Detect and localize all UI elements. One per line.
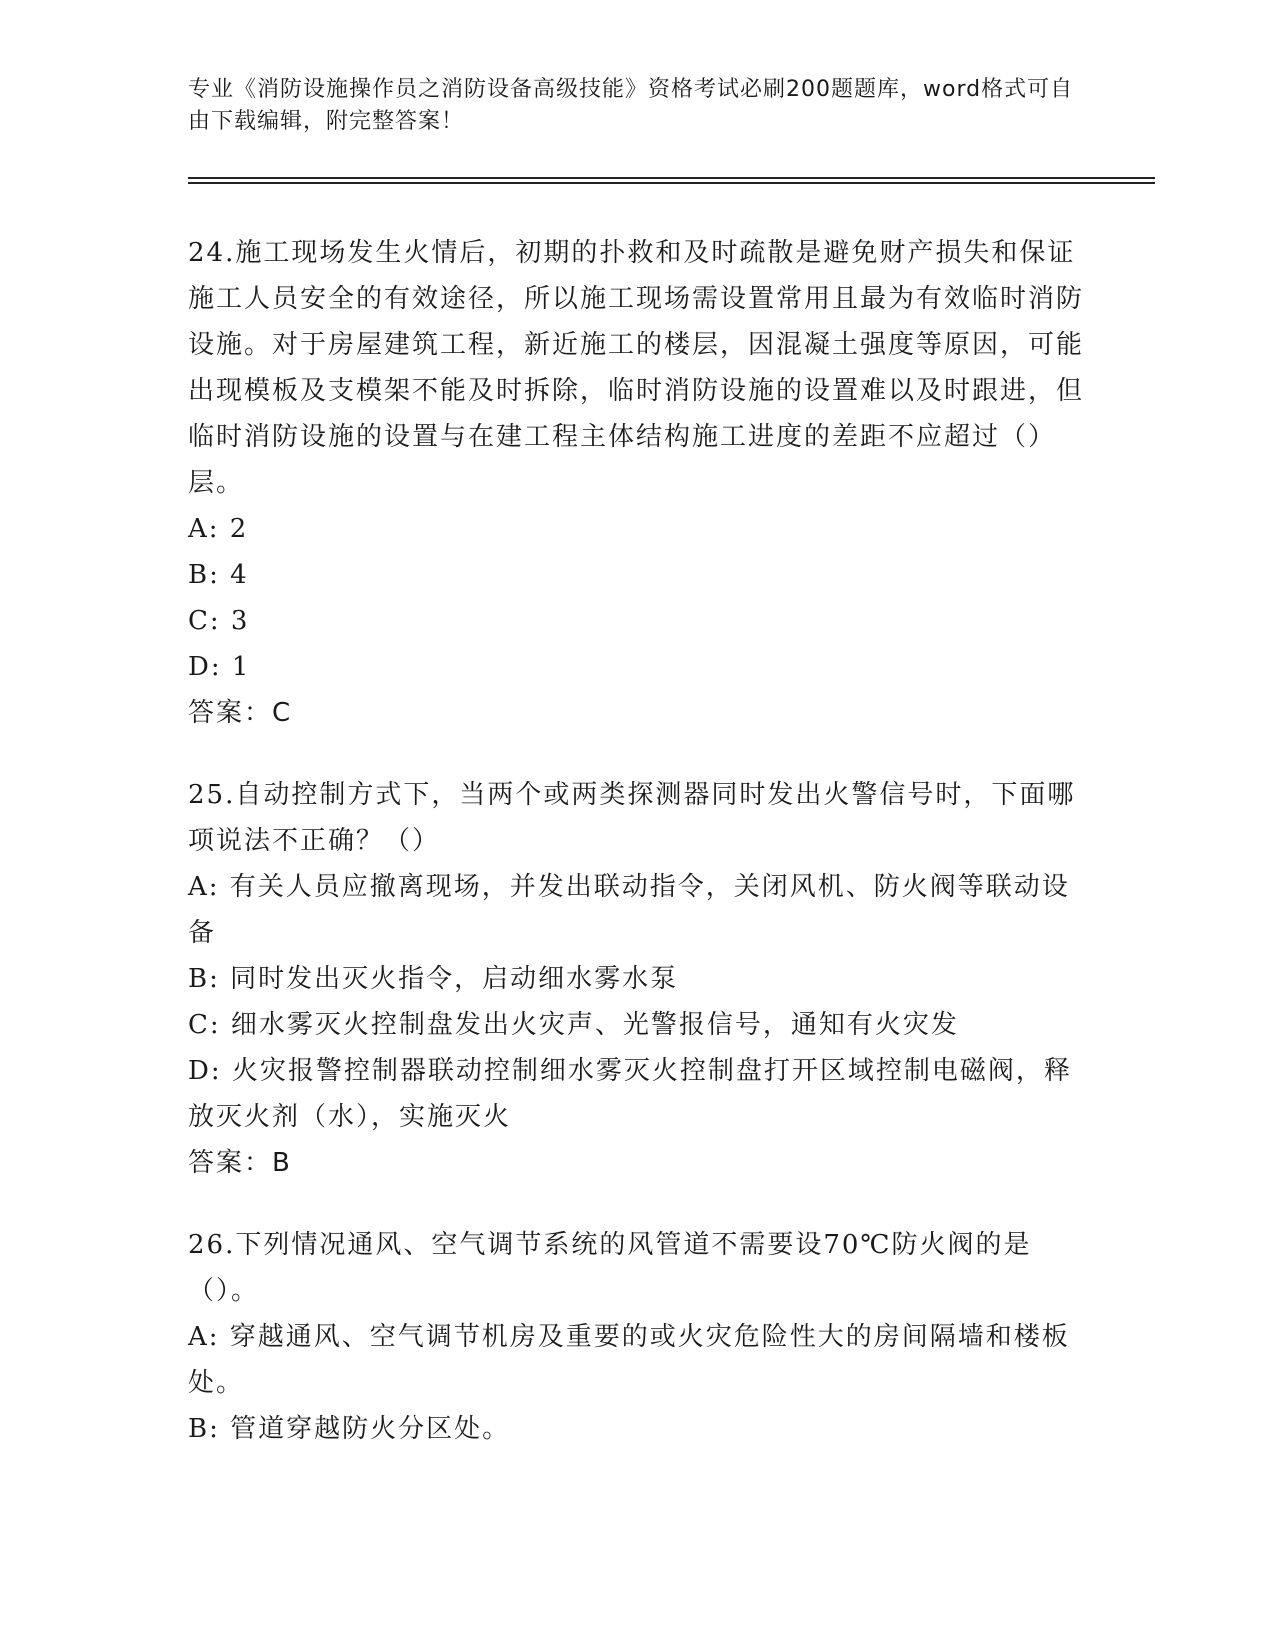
question-stem: 26.下列情况通风、空气调节系统的风管道不需要设70℃防火阀的是（）。: [188, 1230, 1032, 1306]
option-b: B: 同时发出灭火指令，启动细水雾水泵: [188, 964, 679, 994]
header-divider-top: [188, 177, 1155, 179]
option-a: A: 有关人员应撤离现场，并发出联动指令，关闭风机、防火阀等联动设备: [188, 872, 1070, 948]
option-c: C: 3: [188, 606, 250, 636]
header-divider-bottom: [188, 182, 1155, 184]
answer: 答案：B: [188, 1148, 292, 1178]
question-list: [188, 230, 1088, 1488]
document-header: 专业《消防设施操作员之消防设备高级技能》资格考试必刷200题题库，word格式可自由下载编辑，附完整答案！: [188, 77, 1074, 134]
option-c: C: 细水雾灭火控制盘发出火灾声、光警报信号，通知有火灾发: [188, 1010, 959, 1040]
question-stem: 24.施工现场发生火情后，初期的扑救和及时疏散是避免财产损失和保证施工人员安全的有效途径，所以施工现场需设置常用且最为有效临时消防设施。对于房屋建筑工程，新近施工的楼层，因混凝土强度等原因，可能出现模板及支模架不能及时拆除，临时消防设施的设置难以及时跟进，但临时消防设施的设置与在建工程主体结构施工进度的差距不应超过（）层。: [188, 238, 1085, 498]
option-b: B: 管道穿越防火分区处。: [188, 1414, 511, 1444]
question-26: [188, 1222, 1088, 1452]
option-a: A: 穿越通风、空气调节机房及重要的或火灾危险性大的房间隔墙和楼板处。: [188, 1322, 1070, 1398]
question-25: [188, 772, 1088, 1186]
question-24: [188, 230, 1088, 736]
option-d: D: 1: [188, 652, 251, 682]
option-a: A: 2: [188, 514, 249, 544]
option-b: B: 4: [188, 560, 249, 590]
question-stem: 25.自动控制方式下，当两个或两类探测器同时发出火警信号时，下面哪项说法不正确？（）: [188, 780, 1076, 856]
answer: 答案：C: [188, 698, 293, 728]
option-d: D: 火灾报警控制器联动控制细水雾灭火控制盘打开区域控制电磁阀，释放灭火剂（水），实施灭火: [188, 1056, 1072, 1132]
